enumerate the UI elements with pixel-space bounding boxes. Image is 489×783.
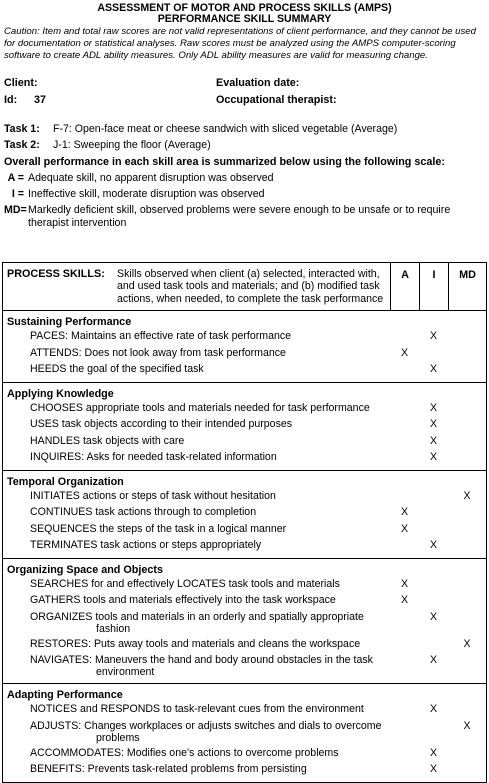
skill-text: SEARCHES for and effectively LOCATES task tools and materials <box>30 577 340 590</box>
form-subtitle: PERFORMANCE SKILL SUMMARY <box>157 13 332 25</box>
list-item <box>3 654 486 678</box>
mark-a <box>390 451 419 463</box>
mark-a <box>390 763 419 775</box>
mark-md <box>448 703 486 715</box>
mark-a <box>390 330 419 342</box>
list-item <box>3 611 486 635</box>
mark-a <box>390 418 419 430</box>
mark-i <box>419 578 448 590</box>
form-title: ASSESSMENT OF MOTOR AND PROCESS SKILLS (AMPS) <box>97 2 392 14</box>
mark-a <box>390 490 419 502</box>
legend-md-key: MD= <box>4 204 27 216</box>
legend-md <box>4 204 484 229</box>
mark-i: X <box>429 451 438 463</box>
mark-md <box>448 763 486 775</box>
mark-a <box>390 435 419 447</box>
mark-md: X <box>463 637 471 650</box>
list-item <box>3 578 486 590</box>
legend-i <box>4 188 265 201</box>
mark-md <box>448 594 486 606</box>
skill-text-continued: fashion <box>96 622 131 635</box>
process-skills-title: PROCESS SKILLS: <box>7 268 105 280</box>
section-title: Sustaining Performance <box>7 316 132 328</box>
skill-description <box>3 539 390 551</box>
mark-a <box>390 539 419 551</box>
skill-section-cell <box>3 558 487 684</box>
mark-i: X <box>429 363 438 375</box>
skill-section-cell <box>3 382 487 470</box>
mark-md <box>448 451 486 463</box>
skill-text: CHOOSES appropriate tools and materials needed for task performance <box>30 401 370 414</box>
list-item <box>3 402 486 414</box>
skill-description <box>3 523 390 535</box>
mark-i: X <box>429 654 438 666</box>
caution-note: Caution: Item and total raw scores are not valid representations of client performance, and they cannot be used for documentation or statistical analyses. Raw scores must be analyzed using the AMPS computer-scoring software to create ADL ability measures. Only ADL ability measures are valid for measuring change. <box>4 26 476 62</box>
section-title: Temporal Organization <box>7 475 124 488</box>
mark-a <box>390 363 419 375</box>
section-title: Organizing Space and Objects <box>7 563 163 576</box>
mark-md <box>448 330 486 342</box>
skill-description <box>3 490 390 502</box>
mark-a <box>390 747 419 759</box>
mark-a <box>390 402 419 414</box>
list-item <box>3 418 486 430</box>
list-item <box>3 638 486 650</box>
mark-md <box>448 578 486 590</box>
mark-md <box>448 418 486 430</box>
mark-i <box>419 506 448 518</box>
skill-description <box>3 451 390 463</box>
skill-text-continued: environment <box>96 666 155 678</box>
skill-text: ORGANIZES tools and materials in an orderly and spatially appropriate <box>30 610 364 623</box>
skill-description <box>3 611 390 635</box>
task2-label: Task 2: <box>4 139 40 151</box>
mark-i <box>419 490 448 502</box>
mark-i: X <box>429 703 438 715</box>
mark-md <box>448 435 486 447</box>
skill-description <box>3 418 390 430</box>
mark-i <box>419 347 448 359</box>
list-item <box>3 539 486 551</box>
skill-text: SEQUENCES the steps of the task in a logical manner <box>30 522 287 535</box>
list-item <box>3 720 486 744</box>
mark-i: X <box>429 401 438 414</box>
mark-md: X <box>463 489 471 502</box>
skill-text: INITIATES actions or steps of task without hesitation <box>30 489 276 502</box>
mark-i: X <box>429 330 438 342</box>
mark-a <box>390 638 419 650</box>
id-label: Id: <box>4 94 18 106</box>
list-item <box>3 506 486 518</box>
skill-description <box>3 363 390 375</box>
skill-text: HEEDS the goal of the specified task <box>30 363 204 375</box>
process-skills-description: Skills observed when client (a) selected, interacted with, and used task tools and materials; and (b) modified task actions, when needed, to complete the task performance <box>117 268 384 305</box>
skill-text: NAVIGATES: Maneuvers the hand and body around obstacles in the task <box>30 654 373 666</box>
skill-text: HANDLES task objects with care <box>30 434 185 447</box>
skill-description <box>3 638 390 650</box>
mark-a: X <box>400 594 409 606</box>
legend-i-key: I = <box>11 188 24 200</box>
skill-section-cell <box>3 470 487 558</box>
mark-a: X <box>400 522 409 535</box>
skill-text: PACES: Maintains an effective rate of task performance <box>30 330 292 342</box>
section-title: Applying Knowledge <box>7 387 114 400</box>
mark-i: X <box>429 539 438 551</box>
skill-text: USES task objects according to their intended purposes <box>30 418 293 430</box>
list-item <box>3 523 486 535</box>
client-label: Client: <box>4 77 38 89</box>
skill-description <box>3 720 390 744</box>
skill-section-cell <box>3 311 487 383</box>
skill-text: NOTICES and RESPONDS to task-relevant cues from the environment <box>30 703 364 715</box>
legend-md-text: Markedly deficient skill, observed problems were severe enough to be unsafe or to require therapist intervention <box>28 204 451 229</box>
skill-text: TERMINATES task actions or steps appropriately <box>30 539 262 551</box>
mark-md <box>448 611 486 635</box>
list-item <box>3 594 486 606</box>
legend-a-key: A = <box>7 172 24 184</box>
section-title: Adapting Performance <box>7 689 123 701</box>
mark-a: X <box>400 577 409 590</box>
mark-i <box>419 523 448 535</box>
skill-text: CONTINUES task actions through to completion <box>30 506 257 518</box>
evaluation-date-label: Evaluation date: <box>216 77 300 89</box>
column-i-header: I <box>420 263 449 311</box>
skill-text: ADJUSTS: Changes workplaces or adjusts switches and dials to overcome <box>30 719 382 732</box>
mark-md <box>448 363 486 375</box>
mark-i: X <box>429 434 438 447</box>
mark-md <box>448 402 486 414</box>
mark-a <box>390 611 419 635</box>
list-item <box>3 435 486 447</box>
skill-description <box>3 578 390 590</box>
skill-description <box>3 330 390 342</box>
skill-description <box>3 703 390 715</box>
list-item <box>3 363 486 375</box>
skill-description <box>3 402 390 414</box>
process-skills-table <box>2 262 487 783</box>
list-item <box>3 763 486 775</box>
legend-i-text: Ineffective skill, moderate disruption was observed <box>28 188 265 200</box>
mark-md <box>448 506 486 518</box>
skill-description <box>3 435 390 447</box>
skill-section-cell <box>3 684 487 783</box>
mark-i: X <box>429 610 438 623</box>
skill-description <box>3 347 390 359</box>
skill-text: ACCOMMODATES: Modifies one's actions to overcome problems <box>30 746 339 759</box>
mark-md <box>448 539 486 551</box>
mark-i: X <box>429 763 438 775</box>
skill-text: RESTORES: Puts away tools and materials and cleans the workspace <box>30 637 361 650</box>
skill-section <box>3 311 487 383</box>
legend-intro: Overall performance in each skill area is summarized below using the following scale: <box>4 156 446 168</box>
skill-text-continued: problems <box>96 731 140 744</box>
mark-a: X <box>400 346 409 359</box>
skill-description <box>3 763 390 775</box>
mark-a: X <box>400 506 409 518</box>
list-item <box>3 490 486 502</box>
mark-a <box>390 703 419 715</box>
skill-description <box>3 506 390 518</box>
skill-section <box>3 470 487 558</box>
task2-value: J-1: Sweeping the floor (Average) <box>53 139 211 151</box>
table-header-row <box>3 263 487 311</box>
mark-md <box>448 654 486 678</box>
skill-text: GATHERS tools and materials effectively into the task workspace <box>30 594 336 606</box>
list-item <box>3 330 486 342</box>
mark-i <box>419 594 448 606</box>
list-item <box>3 451 486 463</box>
skill-text: ATTENDS: Does not look away from task performance <box>30 346 286 359</box>
skill-text: INQUIRES: Asks for needed task-related information <box>30 451 277 463</box>
task1-label: Task 1: <box>4 123 40 135</box>
skill-section <box>3 558 487 684</box>
skill-text: BENEFITS: Prevents task-related problems from persisting <box>30 763 307 775</box>
skill-section <box>3 382 487 470</box>
mark-md <box>448 347 486 359</box>
legend-a <box>4 172 274 185</box>
skill-description <box>3 747 390 759</box>
mark-i: X <box>429 418 438 430</box>
list-item <box>3 747 486 759</box>
mark-md <box>448 747 486 759</box>
mark-md <box>448 523 486 535</box>
mark-a <box>390 654 419 678</box>
id-value: 37 <box>34 94 47 106</box>
column-md-header: MD <box>449 263 487 311</box>
mark-md: X <box>463 719 471 732</box>
column-a-header: A <box>391 263 420 311</box>
skill-description <box>3 654 390 678</box>
list-item <box>3 703 486 715</box>
mark-i: X <box>429 746 438 759</box>
list-item <box>3 347 486 359</box>
table-header-cell <box>3 263 391 311</box>
skill-section <box>3 684 487 783</box>
legend-a-text: Adequate skill, no apparent disruption was observed <box>28 172 274 184</box>
therapist-label: Occupational therapist: <box>216 94 337 106</box>
skill-description <box>3 594 390 606</box>
mark-i <box>419 638 448 650</box>
task1-value: F-7: Open-face meat or cheese sandwich with sliced vegetable (Average) <box>53 123 398 135</box>
mark-i <box>419 720 448 744</box>
mark-a <box>390 720 419 744</box>
